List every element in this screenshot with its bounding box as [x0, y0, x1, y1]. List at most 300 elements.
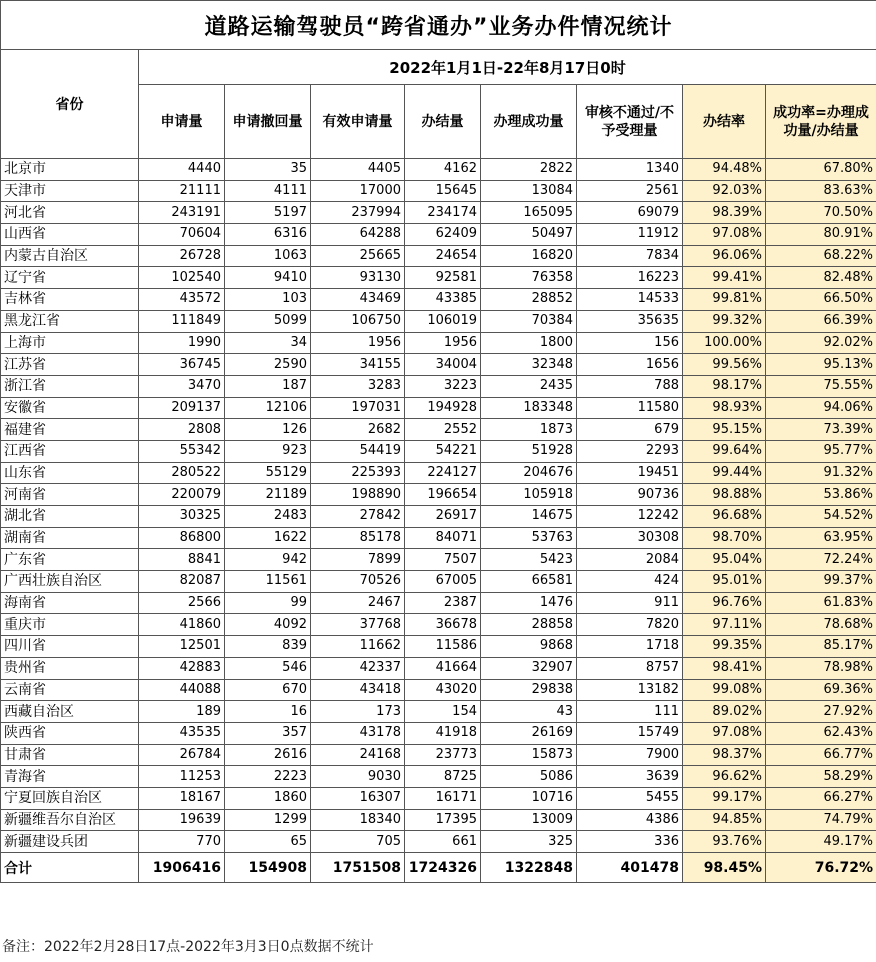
cell-success: 2435 — [481, 375, 577, 397]
cell-success: 13084 — [481, 180, 577, 202]
cell-withdraw: 942 — [225, 549, 311, 571]
cell-valid: 237994 — [311, 202, 405, 224]
cell-withdraw: 65 — [225, 831, 311, 853]
cell-reject: 19451 — [577, 462, 683, 484]
cell-apply: 4440 — [139, 159, 225, 181]
cell-reject: 15749 — [577, 722, 683, 744]
table-row — [1, 614, 876, 636]
cell-success: 165095 — [481, 202, 577, 224]
cell-reject: 2293 — [577, 440, 683, 462]
header-province: 省份 — [1, 50, 139, 159]
total-apply: 1906416 — [139, 853, 225, 883]
cell-reject: 5455 — [577, 787, 683, 809]
cell-withdraw: 357 — [225, 722, 311, 744]
cell-done: 24654 — [405, 245, 481, 267]
cell-province: 青海省 — [1, 766, 139, 788]
cell-success: 32348 — [481, 354, 577, 376]
cell-valid: 43418 — [311, 679, 405, 701]
cell-withdraw: 2223 — [225, 766, 311, 788]
table-row — [1, 766, 876, 788]
cell-province: 湖北省 — [1, 506, 139, 528]
cell-success-rate: 92.02% — [766, 332, 876, 354]
cell-reject: 1656 — [577, 354, 683, 376]
cell-valid: 173 — [311, 701, 405, 723]
cell-withdraw: 4092 — [225, 614, 311, 636]
cell-province: 吉林省 — [1, 289, 139, 311]
cell-reject: 12242 — [577, 506, 683, 528]
cell-done-rate: 97.08% — [683, 722, 766, 744]
cell-valid: 54419 — [311, 440, 405, 462]
cell-valid: 85178 — [311, 527, 405, 549]
cell-success-rate: 95.77% — [766, 440, 876, 462]
table-row — [1, 484, 876, 506]
cell-success-rate: 66.77% — [766, 744, 876, 766]
cell-reject: 11912 — [577, 224, 683, 246]
table-row — [1, 419, 876, 441]
cell-success-rate: 78.98% — [766, 657, 876, 679]
cell-valid: 43178 — [311, 722, 405, 744]
cell-withdraw: 923 — [225, 440, 311, 462]
cell-apply: 26784 — [139, 744, 225, 766]
cell-reject: 1340 — [577, 159, 683, 181]
cell-success: 32907 — [481, 657, 577, 679]
table-row — [1, 722, 876, 744]
cell-done-rate: 98.88% — [683, 484, 766, 506]
cell-success-rate: 94.06% — [766, 397, 876, 419]
cell-withdraw: 12106 — [225, 397, 311, 419]
cell-success: 5423 — [481, 549, 577, 571]
cell-done: 4162 — [405, 159, 481, 181]
cell-done: 1956 — [405, 332, 481, 354]
cell-apply: 11253 — [139, 766, 225, 788]
cell-apply: 41860 — [139, 614, 225, 636]
cell-province: 安徽省 — [1, 397, 139, 419]
cell-province: 广东省 — [1, 549, 139, 571]
cell-valid: 7899 — [311, 549, 405, 571]
cell-reject: 8757 — [577, 657, 683, 679]
cell-success: 26169 — [481, 722, 577, 744]
cell-valid: 2682 — [311, 419, 405, 441]
cell-success-rate: 91.32% — [766, 462, 876, 484]
cell-success: 5086 — [481, 766, 577, 788]
cell-apply: 1990 — [139, 332, 225, 354]
cell-withdraw: 1622 — [225, 527, 311, 549]
cell-success-rate: 66.27% — [766, 787, 876, 809]
cell-withdraw: 5099 — [225, 310, 311, 332]
cell-done: 11586 — [405, 636, 481, 658]
cell-withdraw: 55129 — [225, 462, 311, 484]
cell-valid: 18340 — [311, 809, 405, 831]
cell-success-rate: 67.80% — [766, 159, 876, 181]
cell-withdraw: 546 — [225, 657, 311, 679]
cell-success: 76358 — [481, 267, 577, 289]
cell-done: 224127 — [405, 462, 481, 484]
cell-withdraw: 11561 — [225, 571, 311, 593]
cell-done-rate: 98.37% — [683, 744, 766, 766]
total-label: 合计 — [1, 853, 139, 883]
cell-province: 新疆建设兵团 — [1, 831, 139, 853]
table-row — [1, 549, 876, 571]
cell-success-rate: 99.37% — [766, 571, 876, 593]
cell-success-rate: 69.36% — [766, 679, 876, 701]
cell-valid: 70526 — [311, 571, 405, 593]
cell-done: 154 — [405, 701, 481, 723]
cell-valid: 42337 — [311, 657, 405, 679]
cell-valid: 3283 — [311, 375, 405, 397]
cell-withdraw: 6316 — [225, 224, 311, 246]
cell-success-rate: 53.86% — [766, 484, 876, 506]
cell-done-rate: 97.08% — [683, 224, 766, 246]
cell-reject: 7834 — [577, 245, 683, 267]
cell-reject: 90736 — [577, 484, 683, 506]
cell-done-rate: 99.44% — [683, 462, 766, 484]
total-success: 1322848 — [481, 853, 577, 883]
cell-reject: 911 — [577, 592, 683, 614]
cell-success: 43 — [481, 701, 577, 723]
cell-reject: 336 — [577, 831, 683, 853]
cell-success-rate: 54.52% — [766, 506, 876, 528]
cell-apply: 36745 — [139, 354, 225, 376]
cell-apply: 70604 — [139, 224, 225, 246]
cell-success-rate: 27.92% — [766, 701, 876, 723]
table-row — [1, 701, 876, 723]
cell-withdraw: 16 — [225, 701, 311, 723]
cell-valid: 24168 — [311, 744, 405, 766]
table-row — [1, 245, 876, 267]
cell-province: 广西壮族自治区 — [1, 571, 139, 593]
cell-withdraw: 1299 — [225, 809, 311, 831]
table-row — [1, 592, 876, 614]
cell-success-rate: 68.22% — [766, 245, 876, 267]
cell-reject: 3639 — [577, 766, 683, 788]
table-title: 道路运输驾驶员“跨省通办”业务办件情况统计 — [1, 1, 876, 50]
cell-done-rate: 99.08% — [683, 679, 766, 701]
cell-apply: 243191 — [139, 202, 225, 224]
cell-success: 29838 — [481, 679, 577, 701]
cell-reject: 7900 — [577, 744, 683, 766]
table-row — [1, 354, 876, 376]
cell-success: 53763 — [481, 527, 577, 549]
cell-province: 山西省 — [1, 224, 139, 246]
cell-reject: 2084 — [577, 549, 683, 571]
cell-apply: 43535 — [139, 722, 225, 744]
cell-valid: 197031 — [311, 397, 405, 419]
table-body — [1, 159, 876, 853]
table-row — [1, 289, 876, 311]
cell-success: 1873 — [481, 419, 577, 441]
table-row — [1, 202, 876, 224]
cell-done-rate: 93.76% — [683, 831, 766, 853]
cell-done-rate: 99.56% — [683, 354, 766, 376]
cell-done: 41918 — [405, 722, 481, 744]
cell-reject: 1718 — [577, 636, 683, 658]
cell-reject: 679 — [577, 419, 683, 441]
cell-done: 41664 — [405, 657, 481, 679]
cell-success-rate: 73.39% — [766, 419, 876, 441]
cell-province: 河南省 — [1, 484, 139, 506]
total-done: 1724326 — [405, 853, 481, 883]
cell-withdraw: 126 — [225, 419, 311, 441]
cell-province: 西藏自治区 — [1, 701, 139, 723]
cell-done-rate: 100.00% — [683, 332, 766, 354]
cell-valid: 4405 — [311, 159, 405, 181]
table-row — [1, 831, 876, 853]
cell-province: 甘肃省 — [1, 744, 139, 766]
cell-done-rate: 94.85% — [683, 809, 766, 831]
footnote: 备注：2022年2月28日17点-2022年3月3日0点数据不统计 — [2, 939, 374, 955]
cell-province: 河北省 — [1, 202, 139, 224]
cell-success: 105918 — [481, 484, 577, 506]
cell-done: 15645 — [405, 180, 481, 202]
cell-province: 宁夏回族自治区 — [1, 787, 139, 809]
cell-done-rate: 92.03% — [683, 180, 766, 202]
cell-success: 14675 — [481, 506, 577, 528]
cell-done: 26917 — [405, 506, 481, 528]
cell-province: 海南省 — [1, 592, 139, 614]
cell-reject: 11580 — [577, 397, 683, 419]
cell-reject: 35635 — [577, 310, 683, 332]
cell-withdraw: 99 — [225, 592, 311, 614]
cell-success: 13009 — [481, 809, 577, 831]
header-withdraw: 申请撤回量 — [225, 85, 311, 159]
cell-success: 204676 — [481, 462, 577, 484]
cell-valid: 9030 — [311, 766, 405, 788]
header-valid: 有效申请量 — [311, 85, 405, 159]
cell-withdraw: 839 — [225, 636, 311, 658]
table-row — [1, 440, 876, 462]
table-row — [1, 224, 876, 246]
cell-province: 辽宁省 — [1, 267, 139, 289]
cell-province: 湖南省 — [1, 527, 139, 549]
cell-success-rate: 61.83% — [766, 592, 876, 614]
cell-reject: 2561 — [577, 180, 683, 202]
cell-reject: 13182 — [577, 679, 683, 701]
cell-province: 福建省 — [1, 419, 139, 441]
cell-success: 66581 — [481, 571, 577, 593]
cell-done-rate: 89.02% — [683, 701, 766, 723]
cell-done-rate: 99.64% — [683, 440, 766, 462]
cell-apply: 86800 — [139, 527, 225, 549]
cell-done: 7507 — [405, 549, 481, 571]
cell-apply: 189 — [139, 701, 225, 723]
cell-success-rate: 83.63% — [766, 180, 876, 202]
cell-valid: 106750 — [311, 310, 405, 332]
cell-success-rate: 95.13% — [766, 354, 876, 376]
cell-withdraw: 103 — [225, 289, 311, 311]
cell-done: 2552 — [405, 419, 481, 441]
cell-success: 51928 — [481, 440, 577, 462]
cell-success-rate: 74.79% — [766, 809, 876, 831]
cell-done-rate: 96.62% — [683, 766, 766, 788]
total-row — [1, 853, 876, 883]
cell-done-rate: 96.06% — [683, 245, 766, 267]
cell-success-rate: 85.17% — [766, 636, 876, 658]
cell-valid: 16307 — [311, 787, 405, 809]
table-row — [1, 267, 876, 289]
cell-valid: 37768 — [311, 614, 405, 636]
cell-done: 234174 — [405, 202, 481, 224]
total-valid: 1751508 — [311, 853, 405, 883]
header-done: 办结量 — [405, 85, 481, 159]
table-row — [1, 744, 876, 766]
table-row — [1, 636, 876, 658]
cell-done: 3223 — [405, 375, 481, 397]
cell-success-rate: 80.91% — [766, 224, 876, 246]
table-row — [1, 809, 876, 831]
cell-done: 67005 — [405, 571, 481, 593]
cell-done: 661 — [405, 831, 481, 853]
cell-apply: 43572 — [139, 289, 225, 311]
cell-valid: 705 — [311, 831, 405, 853]
cell-withdraw: 187 — [225, 375, 311, 397]
cell-apply: 30325 — [139, 506, 225, 528]
cell-done-rate: 99.81% — [683, 289, 766, 311]
cell-done: 34004 — [405, 354, 481, 376]
cell-success-rate: 70.50% — [766, 202, 876, 224]
cell-apply: 19639 — [139, 809, 225, 831]
cell-apply: 770 — [139, 831, 225, 853]
table-row — [1, 332, 876, 354]
cell-withdraw: 1063 — [225, 245, 311, 267]
total-done-rate: 98.45% — [683, 853, 766, 883]
cell-province: 江苏省 — [1, 354, 139, 376]
cell-done: 17395 — [405, 809, 481, 831]
cell-valid: 25665 — [311, 245, 405, 267]
cell-reject: 69079 — [577, 202, 683, 224]
cell-province: 山东省 — [1, 462, 139, 484]
cell-done-rate: 99.41% — [683, 267, 766, 289]
cell-province: 陕西省 — [1, 722, 139, 744]
cell-apply: 3470 — [139, 375, 225, 397]
cell-withdraw: 9410 — [225, 267, 311, 289]
cell-reject: 16223 — [577, 267, 683, 289]
cell-valid: 93130 — [311, 267, 405, 289]
cell-success: 183348 — [481, 397, 577, 419]
table-row — [1, 679, 876, 701]
cell-valid: 27842 — [311, 506, 405, 528]
cell-province: 云南省 — [1, 679, 139, 701]
cell-apply: 2566 — [139, 592, 225, 614]
cell-success: 28858 — [481, 614, 577, 636]
cell-done: 54221 — [405, 440, 481, 462]
cell-done-rate: 98.39% — [683, 202, 766, 224]
cell-withdraw: 34 — [225, 332, 311, 354]
cell-valid: 17000 — [311, 180, 405, 202]
cell-province: 四川省 — [1, 636, 139, 658]
cell-valid: 64288 — [311, 224, 405, 246]
date-range: 2022年1月1日-22年8月17日0时 — [139, 50, 876, 85]
cell-province: 新疆维吾尔自治区 — [1, 809, 139, 831]
table-row — [1, 527, 876, 549]
table-row — [1, 397, 876, 419]
cell-apply: 220079 — [139, 484, 225, 506]
cell-done: 23773 — [405, 744, 481, 766]
cell-withdraw: 1860 — [225, 787, 311, 809]
cell-done-rate: 95.15% — [683, 419, 766, 441]
cell-reject: 111 — [577, 701, 683, 723]
cell-done-rate: 95.01% — [683, 571, 766, 593]
cell-withdraw: 2483 — [225, 506, 311, 528]
cell-success-rate: 78.68% — [766, 614, 876, 636]
header-success: 办理成功量 — [481, 85, 577, 159]
header-success-rate: 成功率=办理成功量/办结量 — [766, 85, 876, 159]
cell-apply: 42883 — [139, 657, 225, 679]
cell-done-rate: 95.04% — [683, 549, 766, 571]
cell-withdraw: 5197 — [225, 202, 311, 224]
cell-reject: 30308 — [577, 527, 683, 549]
cell-apply: 18167 — [139, 787, 225, 809]
table-row — [1, 462, 876, 484]
cell-success: 28852 — [481, 289, 577, 311]
cell-done: 16171 — [405, 787, 481, 809]
cell-success: 9868 — [481, 636, 577, 658]
cell-success: 2822 — [481, 159, 577, 181]
cell-done-rate: 94.48% — [683, 159, 766, 181]
cell-done: 84071 — [405, 527, 481, 549]
cell-reject: 424 — [577, 571, 683, 593]
cell-reject: 788 — [577, 375, 683, 397]
cell-done-rate: 96.76% — [683, 592, 766, 614]
cell-done: 196654 — [405, 484, 481, 506]
cell-done: 43385 — [405, 289, 481, 311]
cell-success: 50497 — [481, 224, 577, 246]
cell-apply: 21111 — [139, 180, 225, 202]
cell-withdraw: 35 — [225, 159, 311, 181]
cell-success: 10716 — [481, 787, 577, 809]
cell-done: 36678 — [405, 614, 481, 636]
cell-done: 106019 — [405, 310, 481, 332]
table-row — [1, 506, 876, 528]
cell-done-rate: 98.41% — [683, 657, 766, 679]
table-row — [1, 571, 876, 593]
cell-province: 北京市 — [1, 159, 139, 181]
cell-success: 1800 — [481, 332, 577, 354]
cell-success-rate: 58.29% — [766, 766, 876, 788]
cell-apply: 111849 — [139, 310, 225, 332]
total-withdraw: 154908 — [225, 853, 311, 883]
cell-success-rate: 49.17% — [766, 831, 876, 853]
cell-done-rate: 99.35% — [683, 636, 766, 658]
cell-apply: 2808 — [139, 419, 225, 441]
cell-success: 70384 — [481, 310, 577, 332]
cell-province: 天津市 — [1, 180, 139, 202]
cell-apply: 55342 — [139, 440, 225, 462]
cell-province: 江西省 — [1, 440, 139, 462]
cell-withdraw: 2590 — [225, 354, 311, 376]
cell-valid: 43469 — [311, 289, 405, 311]
table-row — [1, 375, 876, 397]
cell-withdraw: 670 — [225, 679, 311, 701]
cell-withdraw: 21189 — [225, 484, 311, 506]
header-reject: 审核不通过/不予受理量 — [577, 85, 683, 159]
cell-apply: 102540 — [139, 267, 225, 289]
cell-success-rate: 72.24% — [766, 549, 876, 571]
cell-done-rate: 98.93% — [683, 397, 766, 419]
total-success-rate: 76.72% — [766, 853, 876, 883]
cell-province: 内蒙古自治区 — [1, 245, 139, 267]
cell-success-rate: 66.39% — [766, 310, 876, 332]
header-done-rate: 办结率 — [683, 85, 766, 159]
cell-province: 重庆市 — [1, 614, 139, 636]
cell-valid: 1956 — [311, 332, 405, 354]
cell-done: 8725 — [405, 766, 481, 788]
cell-done: 62409 — [405, 224, 481, 246]
cell-success: 1476 — [481, 592, 577, 614]
cell-province: 上海市 — [1, 332, 139, 354]
cell-valid: 2467 — [311, 592, 405, 614]
cell-apply: 44088 — [139, 679, 225, 701]
cell-success-rate: 62.43% — [766, 722, 876, 744]
